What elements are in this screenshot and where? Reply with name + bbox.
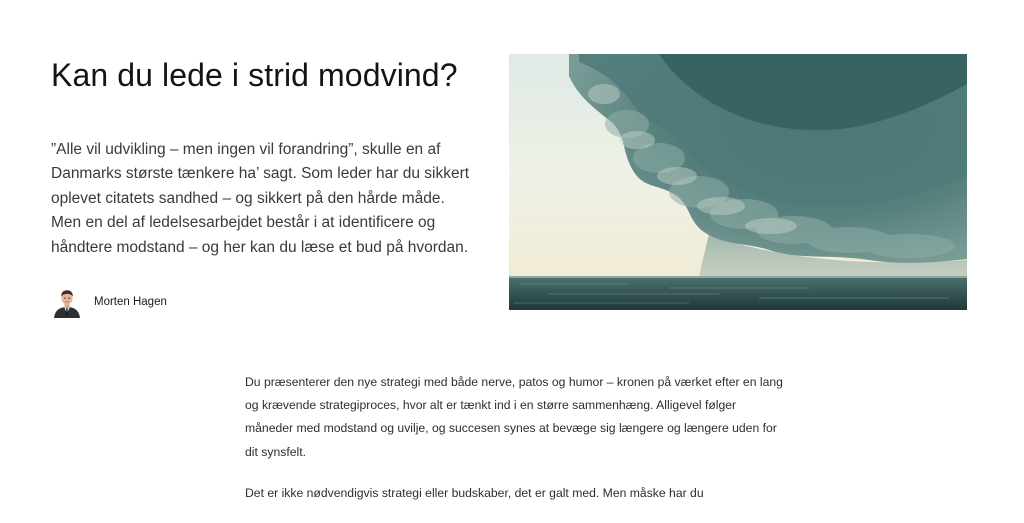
- article-title: Kan du lede i strid modvind?: [51, 57, 458, 93]
- author-avatar[interactable]: [52, 286, 82, 318]
- body-paragraph: Du præsenterer den nye strategi med både nerve, patos og humor – kronen på værket efter en lang og krævende strategiproces, hvor alt er tænkt ind i en større sammenhæng. Alligevel følger måneder med modstand og uvilje, og succesen synes at bevæge sig længere og længere uden for dit synsfelt.: [245, 375, 783, 459]
- article-body: [245, 371, 785, 523]
- author-avatar-photo: [52, 286, 82, 318]
- author-byline[interactable]: [52, 286, 167, 318]
- body-paragraph: Det er ikke nødvendigvis strategi eller budskaber, det er galt med. Men måske har du: [245, 485, 704, 500]
- storm-cloud-illustration: [509, 54, 967, 310]
- hero-image-storm: [509, 54, 967, 310]
- article-lead: ”Alle vil udvikling – men ingen vil forandring”, skulle en af Danmarks største tænkere ha’ sagt. Som leder har du sikkert oplevet citatets sandhed – og sikkert på den hårde måde. Men en del af ledelsesarbejdet består i at identificere og håndtere modstand – og her kan du læse et bud på hvordan.: [51, 141, 470, 256]
- author-name[interactable]: Morten Hagen: [94, 296, 167, 308]
